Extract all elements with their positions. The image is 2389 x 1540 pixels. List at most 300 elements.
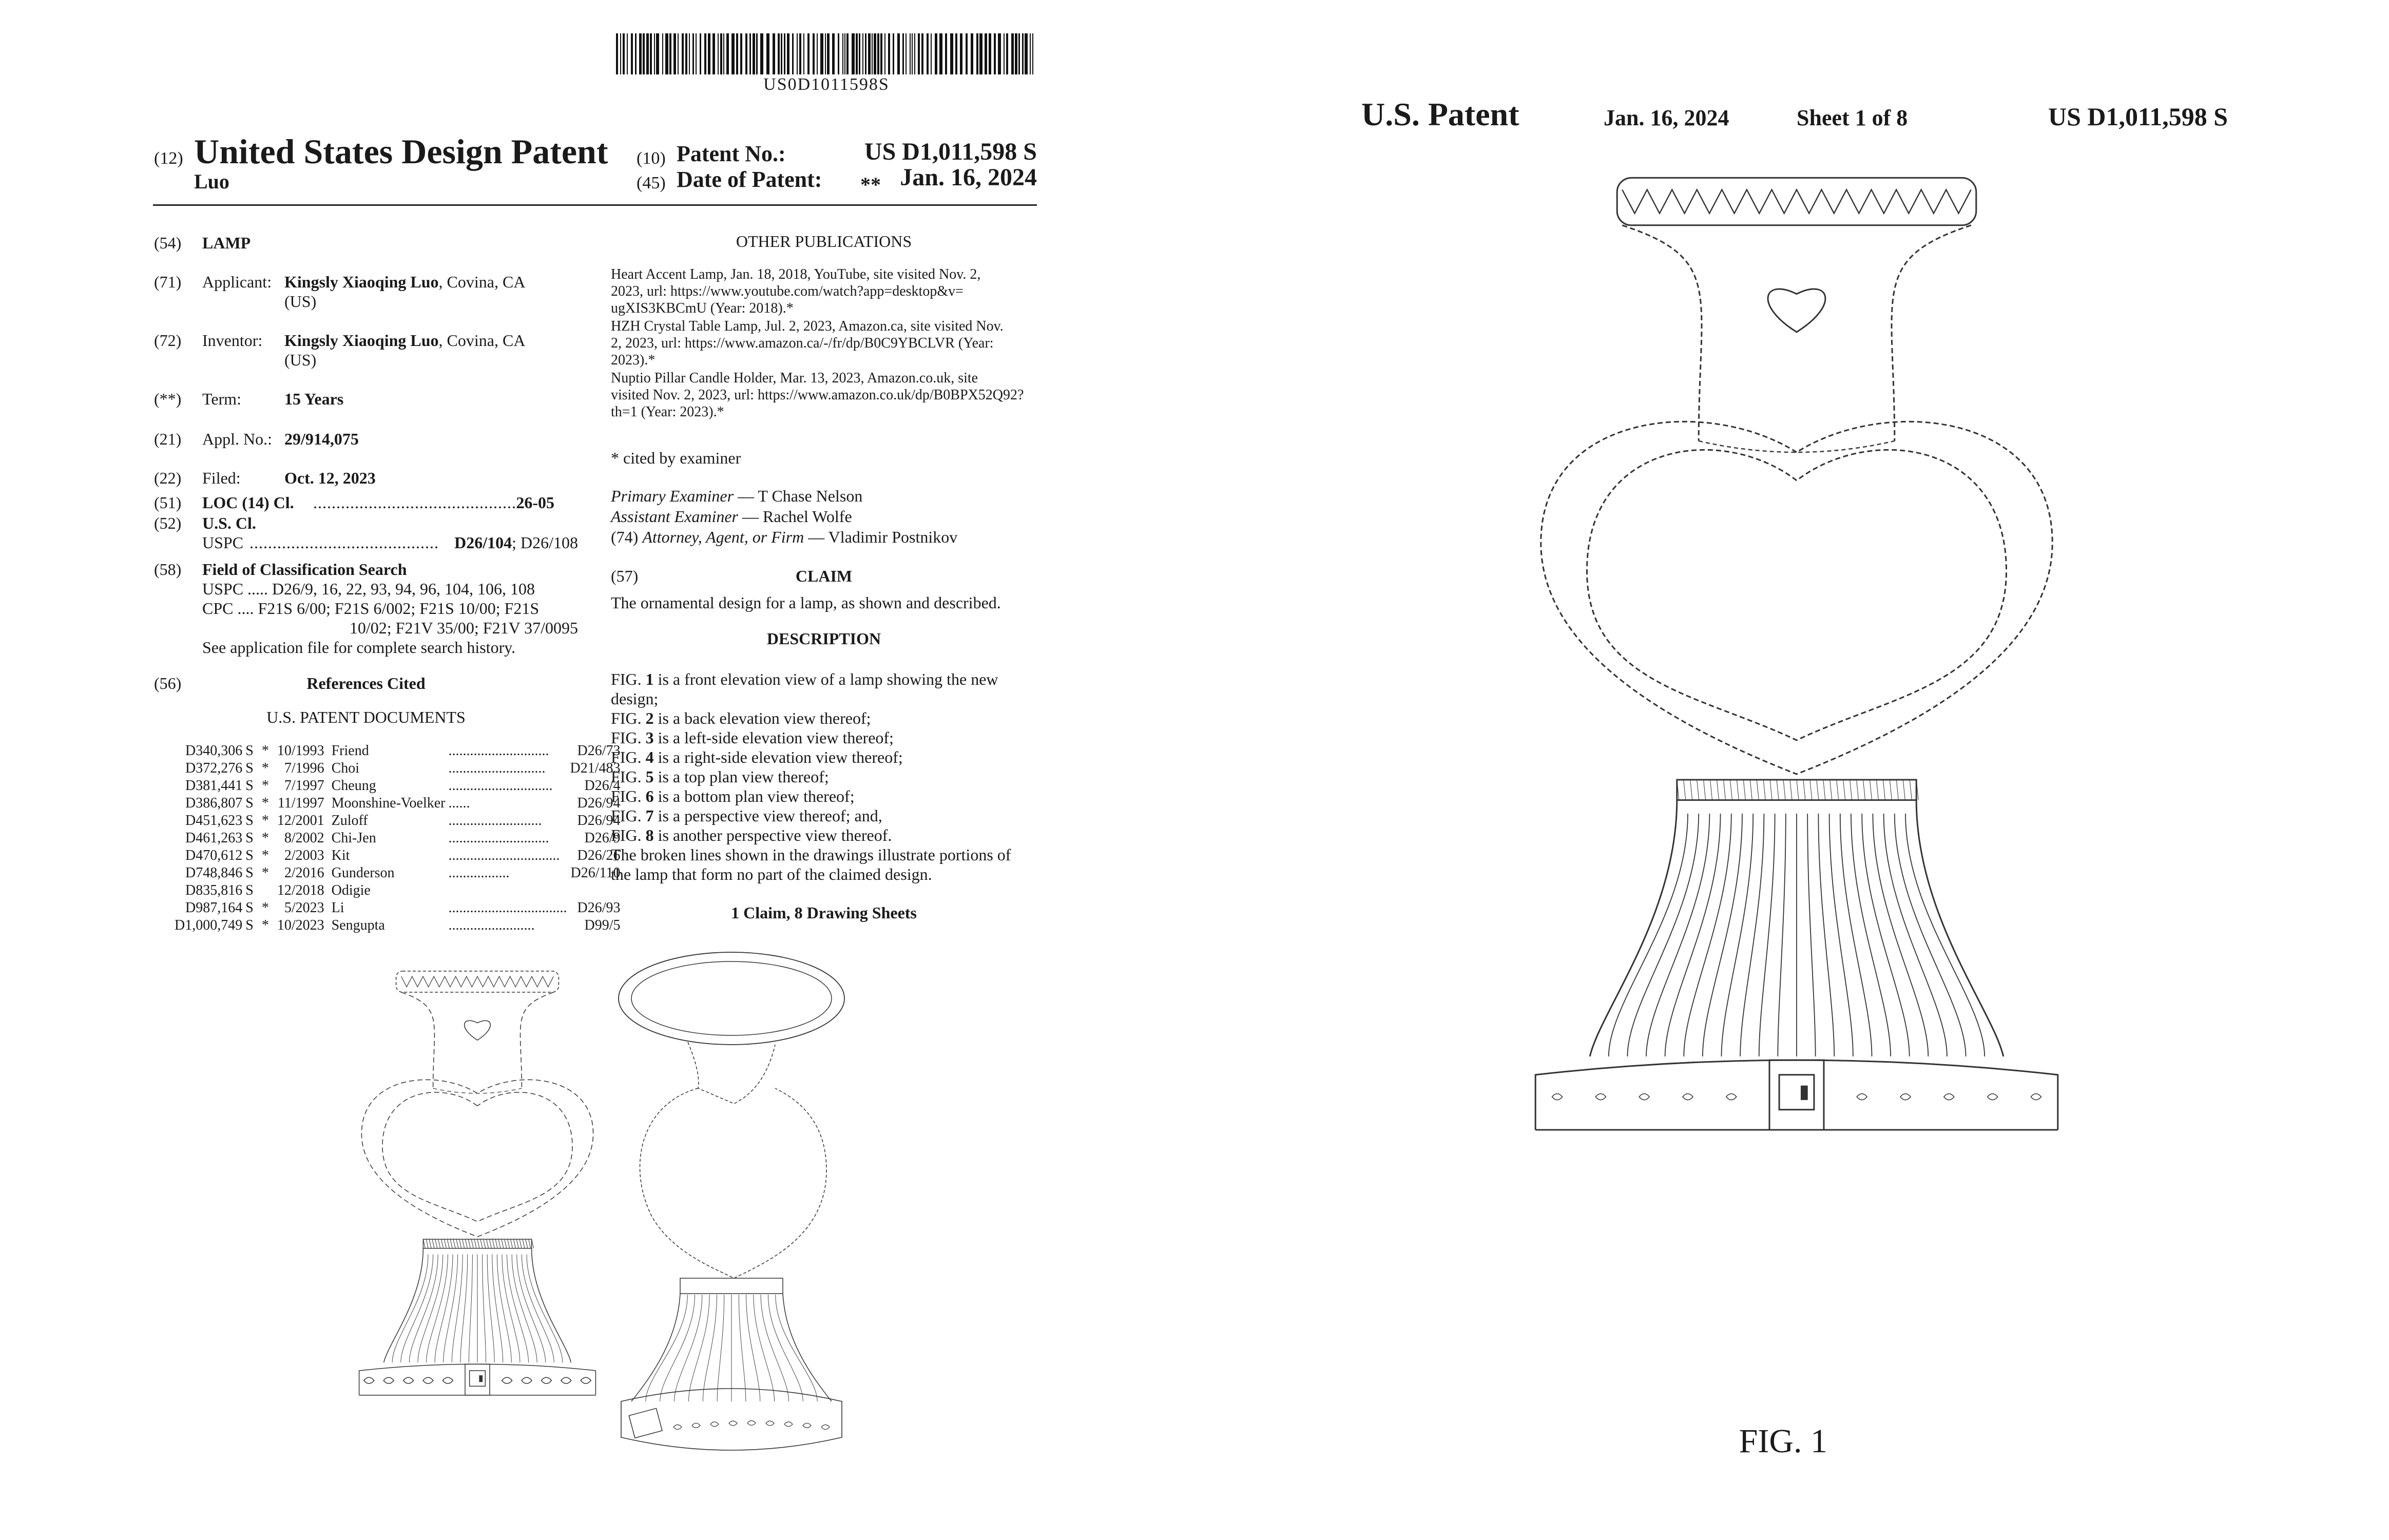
- barcode-bar: [787, 33, 789, 74]
- perspective-flute-line: [717, 1295, 724, 1401]
- other-publications-heading: OTHER PUBLICATIONS: [736, 232, 912, 251]
- reference-kind: S: [245, 917, 254, 933]
- column-band-hatch: [1896, 780, 1898, 800]
- reference-kind: S: [245, 882, 254, 898]
- barcode-bar: [960, 33, 962, 74]
- barcode-bar: [880, 33, 882, 74]
- barcode-bar: [704, 33, 706, 74]
- power-switch-housing: [1769, 1060, 1824, 1130]
- column-band-hatch: [523, 1239, 525, 1248]
- column-flute-line: [1627, 814, 1699, 1056]
- column-band-hatch: [1770, 780, 1772, 800]
- column-band-hatch: [1684, 780, 1686, 800]
- barcode-bar: [935, 33, 937, 74]
- barcode-bar: [862, 33, 863, 74]
- barcode-bar: [650, 33, 652, 74]
- barcode-bar: [914, 33, 915, 74]
- column-band-hatch: [526, 1239, 528, 1248]
- perspective-leaf-ornament: [784, 1422, 793, 1427]
- description-line: FIG. 8 is another perspective view thereof.: [611, 826, 892, 844]
- barcode-bar: [979, 33, 982, 74]
- column-band-hatch: [1857, 780, 1859, 800]
- perspective-leaf-ornament: [710, 1422, 719, 1427]
- column-flute-line: [527, 1255, 563, 1363]
- column-band-hatch: [516, 1239, 518, 1248]
- barcode-bar: [910, 33, 911, 74]
- barcode-bar: [955, 33, 957, 74]
- barcode-bar: [905, 33, 907, 74]
- barcode-text: US0D1011598S: [763, 75, 890, 94]
- barcode-bar: [846, 33, 849, 74]
- barcode-bar: [682, 33, 684, 74]
- barcode-bar: [989, 33, 991, 74]
- column-band-hatch: [450, 1239, 452, 1248]
- front-page-perspective-drawing: [611, 950, 852, 1468]
- barcode-bar: [665, 33, 668, 74]
- reference-num: D1,000,749: [175, 917, 243, 933]
- column-band-hatch: [492, 1239, 494, 1248]
- reference-num: D835,816: [185, 882, 243, 898]
- column-band-hatch: [1817, 780, 1819, 800]
- reference-row: [175, 882, 624, 899]
- reference-kind: S: [245, 795, 254, 811]
- column-band-hatch: [1823, 780, 1825, 800]
- leaf-ornament: [1552, 1094, 1563, 1100]
- barcode-bar: [868, 33, 871, 74]
- column-band-hatch: [1737, 780, 1739, 800]
- barcode-bar: [726, 33, 729, 74]
- column-band-hatch: [466, 1239, 468, 1248]
- cited-by-examiner: * cited by examiner: [611, 449, 741, 467]
- barcode-bar: [966, 33, 968, 74]
- reference-dots: ...............................: [448, 848, 560, 863]
- barcode-bar: [797, 33, 798, 74]
- title-value: LAMP: [202, 234, 251, 252]
- reference-row: [175, 830, 624, 847]
- barcode-bar: [736, 33, 738, 74]
- barcode-bar: [807, 33, 810, 74]
- description-line: FIG. 1 is a front elevation view of a lamp showing the new: [611, 670, 998, 688]
- column-band-hatch: [471, 1239, 473, 1248]
- reference-row: [175, 795, 624, 812]
- claims-summary: 1 Claim, 8 Drawing Sheets: [731, 903, 917, 922]
- heart-body-inner: [1587, 450, 2006, 740]
- perspective-leaf-ornament: [673, 1425, 682, 1430]
- leaf-ornament: [1683, 1094, 1693, 1100]
- barcode-bar: [874, 33, 876, 74]
- column-band-hatch: [1876, 780, 1878, 800]
- barcode: [616, 33, 1037, 74]
- barcode-bar: [692, 33, 694, 74]
- reference-name: Odigie: [331, 882, 371, 898]
- column-band-hatch: [459, 1239, 461, 1248]
- perspective-flute-line: [688, 1295, 709, 1401]
- leaf-ornament: [1639, 1094, 1649, 1100]
- barcode-bar: [720, 33, 722, 74]
- barcode-bar: [927, 33, 929, 74]
- leaf-ornament: [1944, 1094, 1954, 1100]
- barcode-bar: [631, 33, 633, 74]
- column-left-edge: [1590, 800, 1677, 1056]
- leaf-ornament: [2031, 1094, 2041, 1100]
- lamp-neck-left: [1622, 225, 1702, 441]
- barcode-bar: [897, 33, 900, 74]
- column-band-hatch: [519, 1239, 522, 1248]
- reference-star: *: [261, 813, 269, 829]
- perspective-flute-line: [703, 1295, 717, 1401]
- reference-cls: D26/94: [577, 795, 621, 811]
- barcode-bar: [1011, 33, 1014, 74]
- column-band-hatch: [1870, 780, 1872, 800]
- barcode-bar: [673, 33, 676, 74]
- barcode-bar: [820, 33, 823, 74]
- column-band-hatch: [444, 1239, 446, 1248]
- leaf-ornament: [1857, 1094, 1867, 1100]
- column-band-hatch: [505, 1239, 507, 1248]
- barcode-bar: [893, 33, 894, 74]
- heart-body-inner: [382, 1092, 572, 1222]
- barcode-bar: [689, 33, 690, 74]
- applicant-name: Kingsly Xiaoqing Luo: [284, 273, 439, 291]
- column-flute-line: [1895, 814, 1966, 1056]
- column-band-hatch: [453, 1239, 455, 1248]
- lamp-top-tray: [1617, 178, 1976, 225]
- reference-date: 12/2001: [277, 813, 324, 829]
- reference-star: *: [261, 778, 269, 794]
- reference-row: [175, 777, 624, 795]
- heart-body-outer: [361, 1080, 593, 1237]
- lamp-neck-right: [521, 992, 554, 1088]
- header-rule: [153, 204, 1037, 206]
- description-line: FIG. 4 is a right-side elevation view thereof;: [611, 748, 903, 766]
- lamp-neck-left: [401, 992, 435, 1088]
- heart-collar: [1699, 441, 1895, 452]
- column-band-hatch: [1777, 780, 1779, 800]
- barcode-bar: [778, 33, 780, 74]
- column-band-hatch: [495, 1239, 497, 1248]
- barcode-bar: [865, 33, 866, 74]
- power-switch-icon: [1779, 1075, 1814, 1110]
- column-band-hatch: [438, 1239, 440, 1248]
- lamp-tray-zigzag-pattern: [1622, 190, 1971, 214]
- reference-num: D987,164: [185, 900, 243, 916]
- power-switch-toggle: [1801, 1086, 1807, 1100]
- reference-dots: .................................: [448, 900, 567, 916]
- reference-star: *: [261, 743, 269, 759]
- leaf-ornament: [1726, 1094, 1737, 1100]
- barcode-bar: [753, 33, 755, 74]
- lamp-neck-right: [1892, 225, 1971, 441]
- barcode-bar: [976, 33, 978, 74]
- reference-cls: D26/73: [577, 743, 621, 759]
- barcode-bar: [939, 33, 942, 74]
- reference-cls: D21/483: [570, 760, 621, 776]
- reference-kind: S: [245, 813, 254, 829]
- column-band-hatch: [1863, 780, 1865, 800]
- reference-num: D451,623: [185, 813, 243, 829]
- barcode-bar: [902, 33, 904, 74]
- barcode-bar: [792, 33, 794, 74]
- barcode-bar: [856, 33, 858, 74]
- column-band-hatch: [511, 1239, 513, 1248]
- barcode-bar: [616, 33, 618, 74]
- power-switch-icon: [470, 1371, 486, 1386]
- date-mark: **: [860, 173, 881, 196]
- reference-cls: D26/93: [577, 900, 621, 916]
- column-top-band: [1677, 780, 1916, 800]
- column-band-hatch: [487, 1239, 489, 1248]
- reference-star: *: [261, 865, 269, 881]
- barcode-bar: [723, 33, 724, 74]
- perspective-flute-line: [739, 1295, 746, 1401]
- sheet-patent-number: US D1,011,598 S: [2048, 102, 2228, 131]
- column-band-hatch: [1903, 780, 1905, 800]
- column-band-hatch: [474, 1239, 476, 1248]
- column-band-hatch: [1837, 780, 1839, 800]
- column-band-hatch: [1704, 780, 1706, 800]
- barcode-bar: [643, 33, 645, 74]
- column-band-hatch: [508, 1239, 510, 1248]
- reference-dots: ............................: [448, 743, 549, 759]
- barcode-bar: [950, 33, 953, 74]
- perspective-leaf-ornament: [729, 1421, 737, 1426]
- leaf-ornament: [541, 1377, 551, 1383]
- column-band-hatch: [1790, 780, 1792, 800]
- reference-num: D470,612: [185, 848, 243, 863]
- reference-date: 8/2002: [284, 830, 324, 846]
- barcode-bar: [646, 33, 649, 74]
- barcode-bar: [1022, 33, 1024, 74]
- barcode-bar: [872, 33, 873, 74]
- tray-rim-outer: [619, 952, 844, 1045]
- description-text: [611, 669, 1037, 884]
- barcode-bar: [700, 33, 701, 74]
- heart-ornament-icon: [465, 1021, 491, 1040]
- leaf-ornament: [561, 1377, 571, 1383]
- barcode-bar: [799, 33, 801, 74]
- leaf-ornament: [1595, 1094, 1606, 1100]
- column-flute-line: [502, 1255, 520, 1363]
- column-flute-line: [1807, 814, 1815, 1056]
- claim-heading: CLAIM: [795, 567, 853, 585]
- column-band-hatch: [484, 1239, 486, 1248]
- reference-dots: ......: [448, 795, 470, 811]
- column-band-hatch: [447, 1239, 449, 1248]
- figure-1-lamp-drawing: [1525, 164, 2069, 1294]
- barcode-bar: [931, 33, 932, 74]
- reference-kind: S: [245, 865, 254, 881]
- column-band-hatch: [1690, 780, 1692, 800]
- reference-name: Sengupta: [331, 917, 385, 933]
- reference-date: 2/2016: [284, 865, 324, 881]
- column-flute-line: [522, 1255, 554, 1363]
- barcode-bar: [654, 33, 655, 74]
- reference-date: 2/2003: [284, 848, 324, 863]
- column-band-hatch: [513, 1239, 515, 1248]
- column-band-hatch: [456, 1239, 458, 1248]
- reference-num: D461,263: [185, 830, 243, 846]
- heart-body-outer: [1541, 421, 2052, 774]
- barcode-bar: [817, 33, 818, 74]
- reference-date: 12/2018: [277, 882, 324, 898]
- barcode-bar: [718, 33, 719, 74]
- column-flute-line: [469, 1255, 472, 1363]
- barcode-bar: [888, 33, 890, 74]
- reference-cls: [570, 882, 624, 899]
- barcode-bar: [912, 33, 913, 74]
- power-switch-toggle: [479, 1376, 483, 1382]
- column-band-hatch: [432, 1239, 434, 1248]
- barcode-bar: [662, 33, 663, 74]
- reference-cls: D26/94: [577, 813, 621, 829]
- leaf-ornament: [1988, 1094, 1998, 1100]
- barcode-bar: [1006, 33, 1008, 74]
- inventor-name: Kingsly Xiaoqing Luo: [284, 331, 439, 350]
- barcode-bar: [994, 33, 996, 74]
- leaf-ornament: [423, 1377, 433, 1383]
- examiners: Primary Examiner — T Chase Nelson Assistant Examiner — Rachel Wolfe (74) Attorney, Agent, or Firm — Vladimir Postnikov: [611, 487, 958, 546]
- reference-kind: S: [245, 900, 254, 916]
- barcode-bar: [745, 33, 747, 74]
- pedestal-base-outline: [1535, 1060, 2058, 1130]
- reference-star: *: [261, 900, 269, 916]
- perspective-flute-line: [660, 1295, 695, 1401]
- patent-no-label: Patent No.:: [677, 141, 786, 166]
- reference-date: 10/2023: [277, 917, 324, 933]
- reference-name: Zuloff: [331, 813, 368, 829]
- column-flute-line: [460, 1255, 468, 1363]
- reference-name: Cheung: [331, 778, 376, 794]
- reference-dots: ............................: [448, 830, 549, 846]
- date-of-patent: Jan. 16, 2024: [900, 164, 1037, 191]
- barcode-bar: [1004, 33, 1005, 74]
- date-code: (45): [637, 174, 666, 192]
- publication-2: HZH Crystal Table Lamp, Jul. 2, 2023, Amazon.ca, site visited Nov. 2, 2023, url: https://www.amazon.ca/-/fr/dp/B0C9YBCLVR (Year: 2023).*: [611, 318, 1004, 368]
- description-line: FIG. 3 is a left-side elevation view thereof;: [611, 728, 894, 747]
- references-table: [175, 742, 624, 934]
- column-band-hatch: [1717, 780, 1719, 800]
- column-band-hatch: [1883, 780, 1885, 800]
- column-band-hatch: [1730, 780, 1732, 800]
- reference-cls: D26/9: [584, 830, 621, 846]
- reference-name: Friend: [331, 743, 369, 759]
- other-publications: [611, 266, 1037, 420]
- reference-num: D386,807: [185, 795, 243, 811]
- barcode-bar: [749, 33, 751, 74]
- column-band-hatch: [477, 1239, 479, 1248]
- sheet-label: U.S. Patent: [1361, 96, 1519, 132]
- barcode-bar: [998, 33, 1001, 74]
- barcode-bar: [985, 33, 987, 74]
- heart-ornament-icon: [1768, 289, 1825, 332]
- perspective-leaf-ornament: [803, 1423, 811, 1428]
- description-line: FIG. 2 is a back elevation view thereof;: [611, 709, 871, 727]
- barcode-bar: [827, 33, 830, 74]
- reference-star: *: [261, 917, 269, 933]
- reference-row: [175, 864, 624, 882]
- pedestal-base-outline: [359, 1364, 596, 1395]
- barcode-bar: [620, 33, 621, 74]
- description-line: FIG. 6 is a bottom plan view thereof;: [611, 787, 855, 805]
- reference-cls: D26/26: [577, 848, 621, 863]
- kind-code: (12): [154, 149, 183, 168]
- column-band-hatch: [1723, 780, 1725, 800]
- column-flute-line: [487, 1255, 494, 1363]
- reference-kind: S: [245, 830, 254, 846]
- reference-num: D381,441: [185, 778, 243, 794]
- barcode-bar: [669, 33, 671, 74]
- publication-3: Nuptio Pillar Candle Holder, Mar. 13, 2023, Amazon.co.uk, site visited Nov. 2, 2023, url: https://www.amazon.co.uk/dp/B0BPX52Q92? th=1 (Year: 2023).*: [611, 370, 1024, 420]
- column-left-edge: [384, 1248, 423, 1362]
- description-line: FIG. 7 is a perspective view thereof; and,: [611, 806, 882, 825]
- reference-star: *: [261, 848, 269, 863]
- barcode-bar: [1025, 33, 1028, 74]
- front-page-front-view-drawing: [354, 965, 601, 1468]
- column-flute-line: [1703, 814, 1742, 1056]
- reference-dots: .............................: [448, 778, 553, 794]
- column-flute-line: [1759, 814, 1775, 1056]
- column-band-hatch: [1750, 780, 1752, 800]
- column-band-hatch: [489, 1239, 491, 1248]
- reference-kind: S: [245, 848, 254, 863]
- column-band-hatch: [441, 1239, 444, 1248]
- reference-date: 5/2023: [284, 900, 324, 916]
- column-right-edge: [1916, 800, 2003, 1056]
- barcode-bar: [656, 33, 659, 74]
- column-band-hatch: [1757, 780, 1759, 800]
- reference-row: [175, 742, 624, 760]
- publication-1: Heart Accent Lamp, Jan. 18, 2018, YouTube, site visited Nov. 2, 2023, url: https://www.youtube.com/watch?app=desktop&v= ugXIS3KBCmU (Year: 2018).*: [611, 266, 981, 316]
- reference-name: Gunderson: [331, 865, 395, 881]
- barcode-bar: [708, 33, 710, 74]
- leaf-ornament: [1900, 1094, 1911, 1100]
- column-flute-line: [435, 1255, 453, 1363]
- column-band-hatch: [435, 1239, 437, 1248]
- barcode-bar: [639, 33, 642, 74]
- reference-row: [175, 917, 624, 934]
- reference-row: [175, 899, 624, 917]
- barcode-bar: [1032, 33, 1033, 74]
- reference-num: D748,846: [185, 865, 243, 881]
- barcode-bar: [760, 33, 763, 74]
- reference-dots: ...........................: [448, 760, 546, 776]
- barcode-bar: [740, 33, 742, 74]
- reference-name: Kit: [331, 848, 350, 863]
- column-band-hatch: [426, 1239, 428, 1248]
- column-band-hatch: [529, 1239, 531, 1248]
- barcode-bar: [852, 33, 855, 74]
- barcode-bar: [884, 33, 885, 74]
- reference-name: Li: [331, 900, 344, 916]
- reference-date: 7/1996: [284, 760, 324, 776]
- perspective-column-band: [680, 1278, 783, 1294]
- column-flute-line: [1905, 814, 1985, 1056]
- barcode-bar: [1015, 33, 1017, 74]
- reference-name: Choi: [331, 760, 360, 776]
- claim-code: (57): [611, 567, 639, 585]
- barcode-bar: [877, 33, 879, 74]
- description-heading: DESCRIPTION: [766, 629, 881, 648]
- barcode-bar: [781, 33, 782, 74]
- column-band-hatch: [1910, 780, 1912, 800]
- column-band-hatch: [1890, 780, 1892, 800]
- column-flute-line: [1609, 814, 1688, 1056]
- front-page: US0D1011598S (12) United States Design Patent (10) Patent No.: US D1,011,598 S Luo (45) Date of Patent: ** Jan. 16, 2024 (54) LAMP (71) Applicant: Kingsly Xiaoqing Luo, Covina, CA (US) (72) Inventor: Kingsly Xiaoqing Luo, Covina, CA (US) (**) Term: 15 Years (21) Appl. No.: 29/914,075 (22) Filed: Oct. 12, 2023 (51) LOC (14) Cl. .............................................. 26-05 (52) U.S. Cl. USPC ......................................... D26/104; D26/108 (58) Field of Classification Search USPC ..... D26/9, 16, 22, 93, 94, 96, 104, 106, 108 CPC .... F21S 6/00; F21S 6/002; F21S 10/00; F21S 10/02; F21V 35/00; F21V 37/0095 See application file for complete search history. (56) References Cited U.S. PATENT DOCUMENTS D340,306 S * 10/1993 Friend ............................ D26/73 D372,276 S * 7/1996 Choi ........................... D21/483 D381,441 S * 7/1997 Cheung ............................. D26/4 D386,807 S * 11/1997 Moonshine-Voelker ...... D26/94 D451,623 S * 12/2001 Zuloff .......................... D26/94 D461,263 S * 8/2002 Chi-Jen ............................ D26/9 D470,612 S * 2/2003 Kit ............................... D26/26 D748,846 S * 2/2016 Gunderson ................. D26/110 D835,816 S 12/2018 Odigie D987,164 S * 5/2023 Li ................................. D26/93 D1,000,749 S * 10/2023 Sengupta ........................ D99/5 OTHER PUBLICATIONS Heart Accent Lamp, Jan. 18, 2018, YouTube, site visited Nov. 2, 2023, url: https://www.youtube.com/watch?app=desktop&v= ugXIS3KBCmU (Year: 2018).* HZH Crystal Table Lamp, Jul. 2, 2023, Amazon.ca, site visited Nov. 2, 2023, url: https://www.amazon.ca/-/fr/dp/B0C9YBCLVR (Year: 2023).* Nuptio Pillar Candle Holder, Mar. 13, 2023, Amazon.co.uk, site visited Nov. 2, 2023, url: https://www.amazon.co.uk/dp/B0BPX52Q92? th=1 (Year: 2023).* * cited by examiner Primary Examiner — T Chase Nelson Assistant Examiner — Rachel Wolfe (74) Attorney, Agent, or Firm — Vladimir Postnikov (57) CLAIM The ornamental design for a lamp, as shown and described. DESCRIPTION FIG. 1 is a front elevation view of a lamp showing the new design; FIG. 2 is a back elevation view thereof; FIG. 3 is a left-side elevation view thereof; FIG. 4 is a right-side elevation view thereof; FIG. 5 is a top plan view thereof; FIG. 6 is a bottom plan view thereof; FIG. 7 is a perspective view thereof; and, FIG. 8 is another perspective view thereof. The broken lines shown in the drawings illustrate portions of the lamp that form no part of the claimed design. 1 Claim, 8 Drawing Sheets: [0, 0, 1196, 1540]
- column-flute-line: [392, 1255, 428, 1363]
- leaf-ornament: [364, 1377, 374, 1383]
- barcode-bar: [1030, 33, 1031, 74]
- barcode-bar: [635, 33, 637, 74]
